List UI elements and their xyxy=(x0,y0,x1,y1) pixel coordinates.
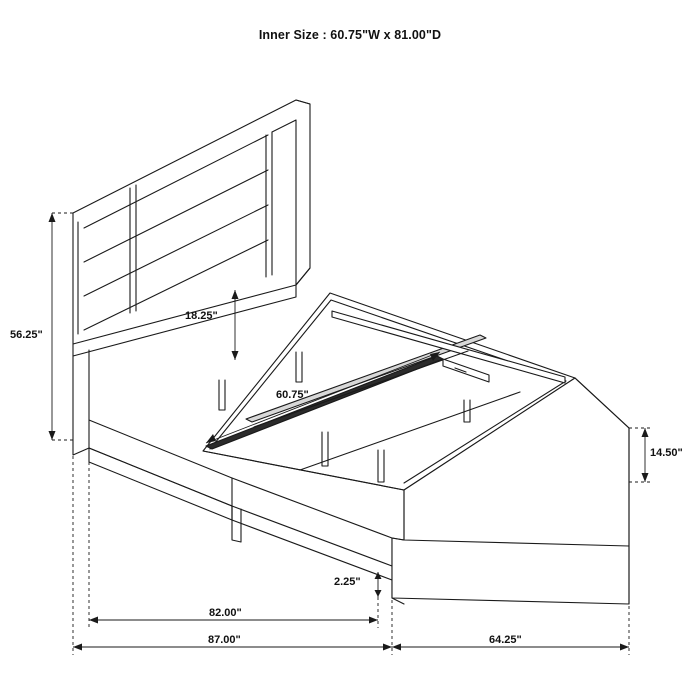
dim-footboard-height xyxy=(629,428,652,482)
dim-label-headboard-panel-height: 18.25" xyxy=(185,310,218,322)
dim-label-overall-width: 64.25" xyxy=(489,634,522,646)
dim-label-inner-depth: 82.00" xyxy=(209,607,242,619)
dim-label-overall-depth: 87.00" xyxy=(208,634,241,646)
page-title: Inner Size : 60.75"W x 81.00"D xyxy=(258,28,442,42)
dim-label-headboard-height: 56.25" xyxy=(10,329,43,341)
dim-label-footboard-height: 14.50" xyxy=(650,447,683,459)
dim-label-clearance-height: 2.25" xyxy=(334,576,361,588)
dim-label-inner-width: 60.75" xyxy=(276,389,309,401)
dim-headboard-height xyxy=(49,213,76,440)
